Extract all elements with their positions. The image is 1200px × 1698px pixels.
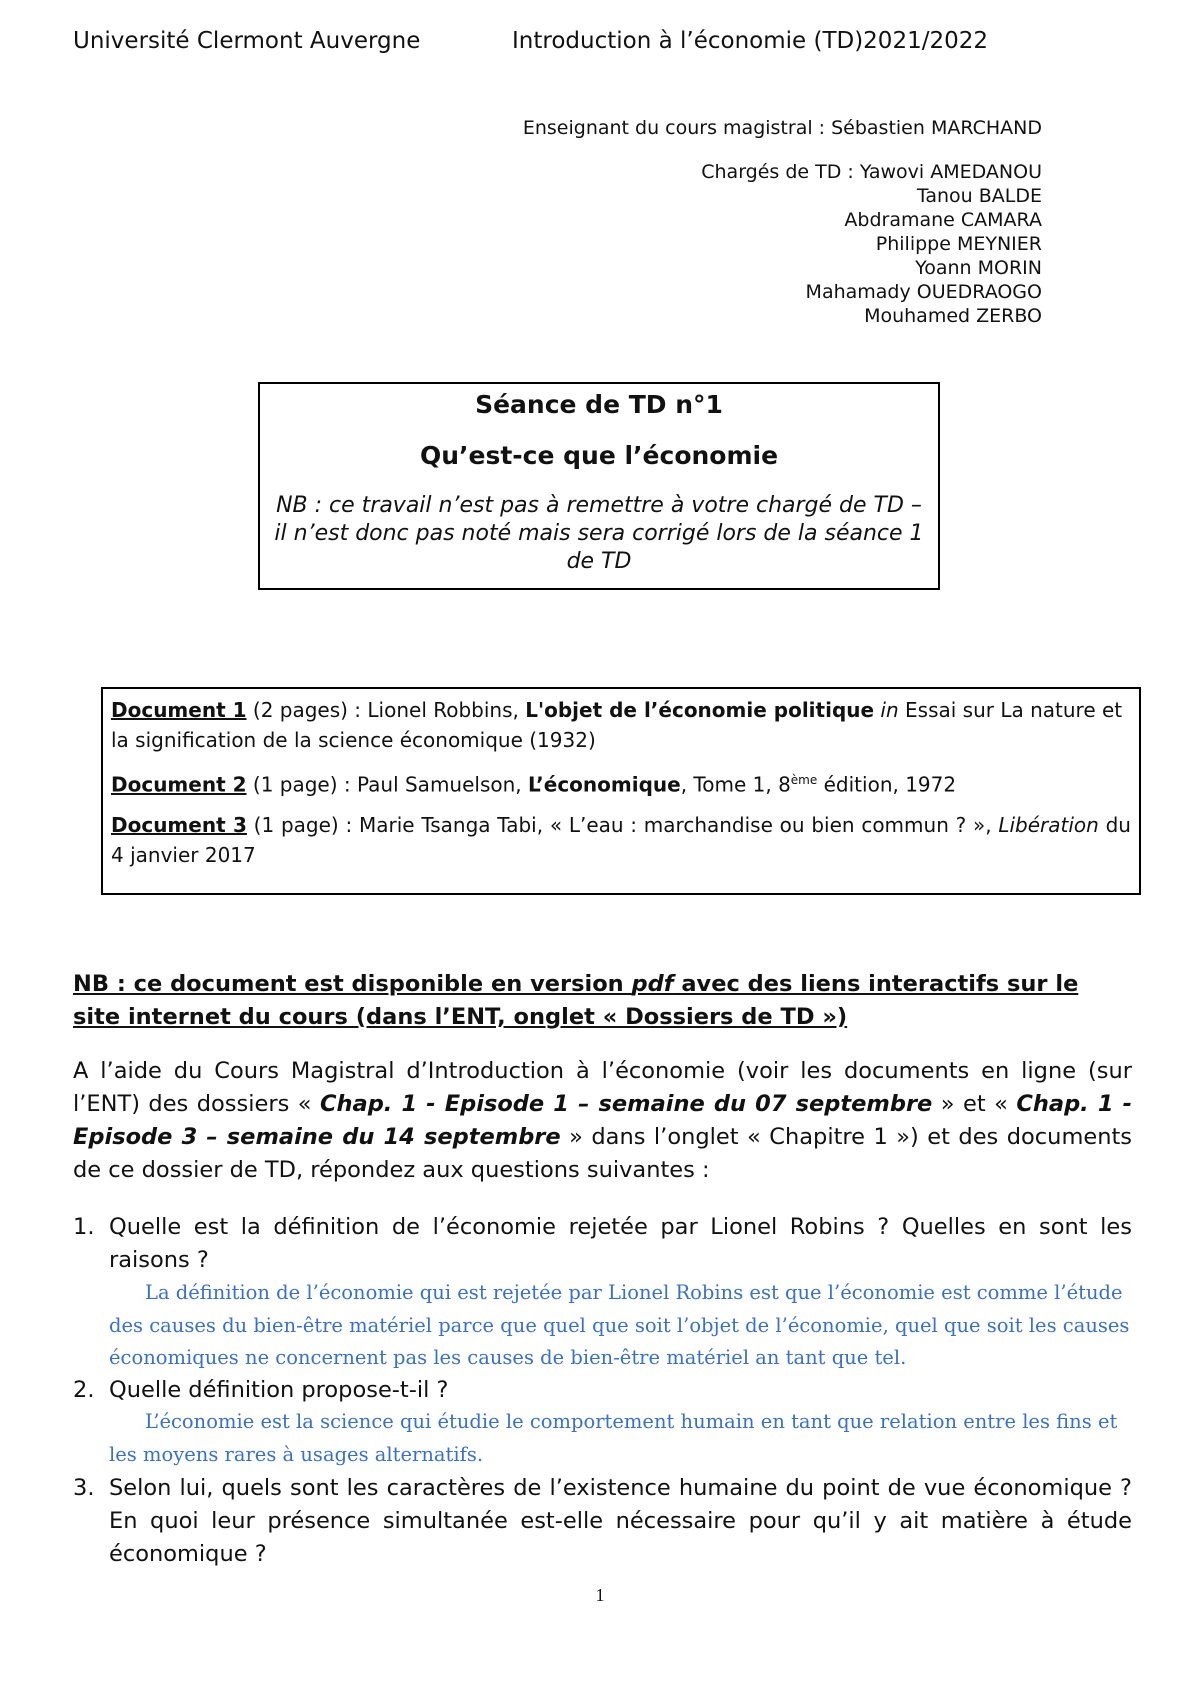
td-teacher: Abdramane CAMARA (844, 209, 1042, 231)
nb-notice: NB : ce document est disponible en version pdf avec des liens interactifs sur le site internet du cours (dans l’ENT, onglet « Dossiers de TD ») (73, 971, 1079, 1030)
document-journal: Libération (998, 812, 1099, 837)
lecturer-line: Enseignant du cours magistral : Sébastien MARCHAND (522, 117, 1042, 139)
td-teacher: Mahamady OUEDRAOGO (805, 281, 1042, 303)
document-entry: Document 2 (1 page) : Paul Samuelson, L’économique, Tome 1, 8ème édition, 1972 (111, 772, 957, 797)
question-text: Quelle est la définition de l’économie rejetée par Lionel Robins ? Quelles en sont les raisons ? (109, 1214, 1132, 1273)
session-box (258, 382, 940, 590)
td-label: Chargés de TD : Yawovi AMEDANOU (701, 161, 1042, 183)
page-number: 1 (595, 1585, 605, 1605)
td-teachers (701, 160, 1042, 328)
documents-box (101, 687, 1141, 895)
document-label: Document 1 (111, 698, 247, 722)
intro-paragraph: A l’aide du Cours Magistral d’Introduction à l’économie (voir les documents en ligne (sur l’ENT) des dossiers « Chap. 1 - Episode 1 – semaine du 07 septembre » et « Chap. 1 - Episode 3 – semaine du 14 septembre » dans l’onglet « Chapitre 1 ») et des documents de ce dossier de TD, répondez aux questions suivantes : (73, 1058, 1133, 1183)
session-subtitle: Qu’est-ce que l’économie (419, 441, 779, 470)
header-course: Introduction à l’économie (TD)2021/2022 (512, 28, 988, 54)
document-entry: Document 3 (1 page) : Marie Tsanga Tabi, « L’eau : marchandise ou bien commun ? », Libération du 4 janvier 2017 (111, 812, 1131, 867)
session-title: Séance de TD n°1 (475, 390, 723, 419)
td-teacher: Mouhamed ZERBO (864, 305, 1042, 327)
question-2: 2. Quelle définition propose-t-il ? (73, 1374, 1132, 1407)
document-title: L'objet de l’économie politique (525, 698, 875, 722)
document-label: Document 2 (111, 772, 247, 797)
document-label: Document 3 (111, 812, 247, 837)
document-title: L’économique (528, 772, 681, 797)
td-teacher: Philippe MEYNIER (875, 233, 1042, 255)
answer-2: L’économie est la science qui étudie le comportement humain en tant que relation entre les fins et les moyens rares à usages alternatifs. (109, 1410, 1118, 1466)
document-entry: Document 1 (2 pages) : Lionel Robbins, L'objet de l’économie politique in Essai sur La nature et la signification de la science économique (1932) (111, 698, 1123, 752)
question-text: Selon lui, quels sont les caractères de l’existence humaine du point de vue économique ? En quoi leur présence simultanée est-elle nécessaire pour qu’il y ait matière à étude économique ? (109, 1475, 1132, 1567)
td-teacher: Yoann MORIN (915, 257, 1042, 279)
question-3: 3. Selon lui, quels sont les caractères de l’existence humaine du point de vue économique ? En quoi leur présence simultanée est-elle nécessaire pour qu’il y ait matière à étude économique ? (73, 1472, 1132, 1571)
question-text: Quelle définition propose-t-il ? (109, 1377, 449, 1403)
question-1: 1. Quelle est la définition de l’économie rejetée par Lionel Robins ? Quelles en sont les raisons ? (73, 1211, 1132, 1277)
answer-1: La définition de l’économie qui est rejetée par Lionel Robins est que l’économie est comme l’étude des causes du bien-être matériel parce que quel que soit l’objet de l’économie, quel que soit les causes économiques ne concernent pas les causes de bien-être matériel an tant que tel. (109, 1281, 1130, 1369)
header-university: Université Clermont Auvergne (73, 28, 421, 54)
td-teacher: Tanou BALDE (916, 185, 1042, 207)
session-note: NB : ce travail n’est pas à remettre à votre chargé de TD – il n’est donc pas noté mais sera corrigé lors de la séance 1 de TD (274, 493, 924, 574)
